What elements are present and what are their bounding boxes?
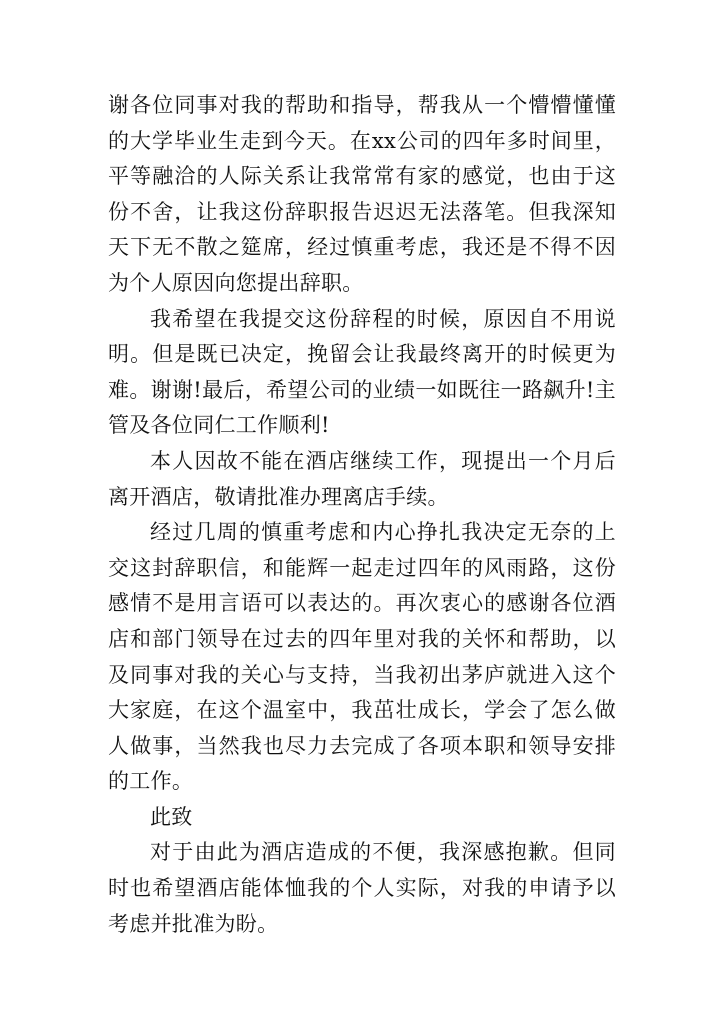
- paragraph-resignation-reason: 我希望在我提交这份辞程的时候，原因自不用说明。但是既已决定，挽留会让我最终离开的时候更为难。谢谢!最后，希望公司的业绩一如既往一路飙升!主管及各位同仁工作顺利!: [108, 306, 616, 438]
- letter-body: [108, 88, 616, 942]
- paragraph-salutation: 此致: [150, 804, 193, 829]
- paragraph-thanks: 谢各位同事对我的帮助和指导，帮我从一个懵懵懂懂的大学毕业生走到今天。在xx公司的四年多时间里，平等融洽的人际关系让我常常有家的感觉，也由于这份不舍，让我这份辞职报告迟迟无法落笔。但我深知天下无不散之筵席，经过慎重考虑，我还是不得不因为个人原因向您提出辞职。: [108, 93, 616, 295]
- paragraph-gratitude: 经过几周的慎重考虑和内心挣扎我决定无奈的上交这封辞职信，和能辉一起走过四年的风雨路，这份感情不是用言语可以表达的。再次衷心的感谢各位酒店和部门领导在过去的四年里对我的关怀和帮助，以及同事对我的关心与支持，当我初出茅庐就进入这个大家庭，在这个温室中，我茁壮成长，学会了怎么做人做事，当然我也尽力去完成了各项本职和领导安排的工作。: [108, 520, 616, 794]
- paragraph-hotel-notice: 本人因故不能在酒店继续工作，现提出一个月后离开酒店，敬请批准办理离店手续。: [108, 448, 616, 509]
- paragraph-apology: 对于由此为酒店造成的不便，我深感抱歉。但同时也希望酒店能体恤我的个人实际，对我的申请予以考虑并批准为盼。: [108, 840, 616, 936]
